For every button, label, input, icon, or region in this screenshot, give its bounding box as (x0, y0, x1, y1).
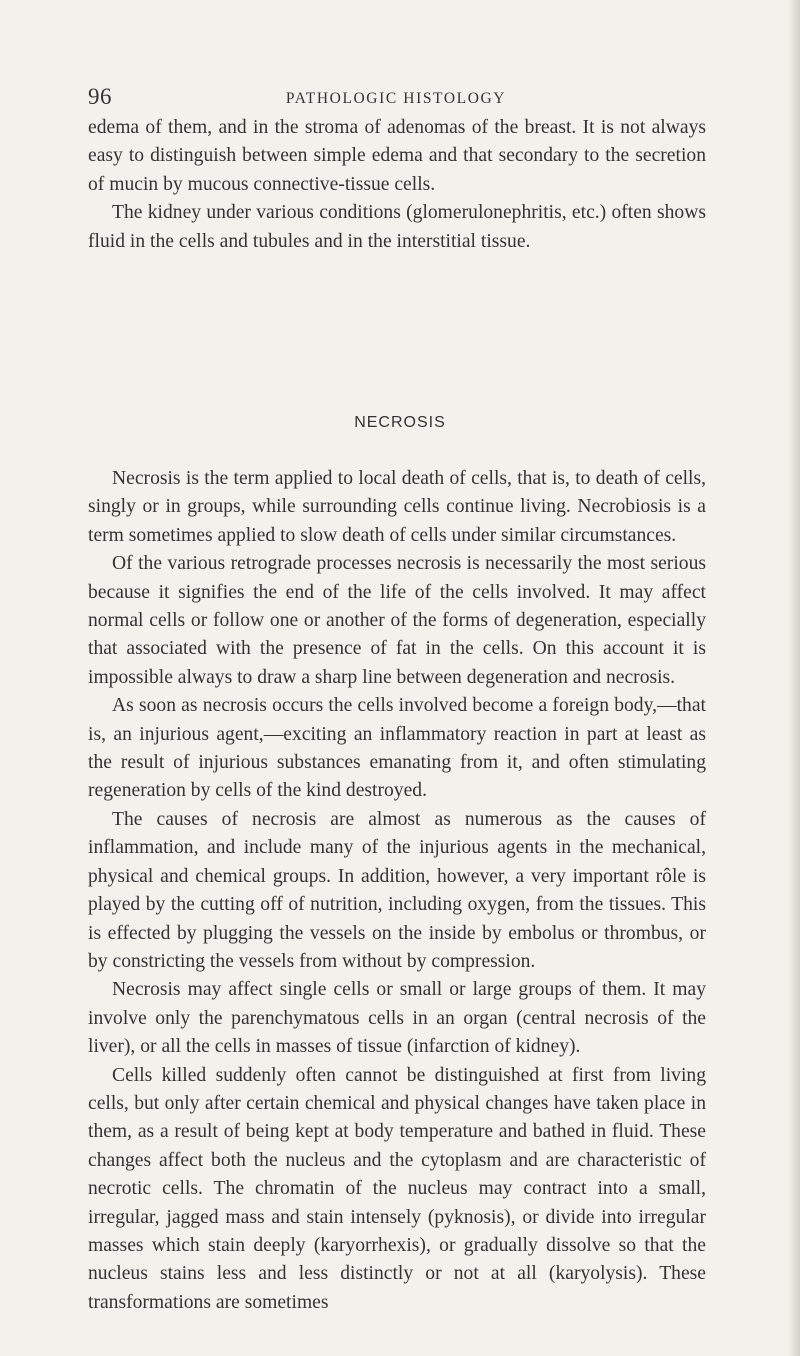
running-head (88, 84, 704, 114)
section-heading: NECROSIS (354, 414, 446, 431)
paragraph: As soon as necrosis occurs the cells involved become a foreign body,—that is, an injurious agent,—exciting an inflammatory reaction in part at least as the result of injurious substances emanating from it, and often stimulating regeneration by cells of the kind destroyed. (88, 695, 706, 802)
paragraph: The kidney under various conditions (glomerulonephritis, etc.) often shows fluid in the cells and tubules and in the interstitial tissue. (88, 202, 706, 252)
running-title: PATHOLOGIC HISTOLOGY (285, 90, 507, 107)
paragraph: edema of them, and in the stroma of adenomas of the breast. It is not always easy to distinguish between simple edema and that secondary to the secretion of mucin by mucous connective-tissue cells. (88, 117, 706, 195)
paragraph: Of the various retrograde processes necrosis is necessarily the most serious because it signifies the end of the life of the cells involved. It may affect normal cells or follow one or another of the forms of degeneration, especially that associated with the presence of fat in the cells. On this account it is impossible always to draw a sharp line between degeneration and necrosis. (88, 553, 706, 688)
text-block-necrosis (88, 465, 706, 1317)
paragraph: Necrosis is the term applied to local death of cells, that is, to death of cells, singly or in groups, while surrounding cells continue living. Necrobiosis is a term sometimes applied to slow death of cells under similar circumstances. (88, 468, 706, 546)
page-edge-shadow (788, 0, 800, 1356)
page-number: 96 (88, 84, 112, 109)
paragraph: Cells killed suddenly often cannot be distinguished at first from living cells, but only after certain chemical and physical changes have taken place in them, as a result of being kept at body temperature and bathed in fluid. These changes affect both the nucleus and the cytoplasm and are characteristic of necrotic cells. The chromatin of the nucleus may contract into a small, irregular, jagged mass and stain intensely (pyknosis), or divide into irregular masses which stain deeply (karyorrhexis), or gradually dissolve so that the nucleus stains less and less distinctly or not at all (karyolysis). These transformations are sometimes (88, 1064, 706, 1313)
paragraph: Necrosis may affect single cells or small or large groups of them. It may involve only the parenchymatous cells in an organ (central necrosis of the liver), or all the cells in masses of tissue (infarction of kidney). (88, 979, 706, 1058)
paragraph: The causes of necrosis are almost as numerous as the causes of inflammation, and include many of the injurious agents in the mechanical, physical and chemical groups. In addition, however, a very important rôle is played by the cutting off of nutrition, including oxygen, from the tissues. This is effected by plugging the vessels on the inside by embolus or thrombus, or by constricting the vessels from without by compression. (88, 808, 706, 972)
text-block-before-heading (88, 114, 706, 256)
